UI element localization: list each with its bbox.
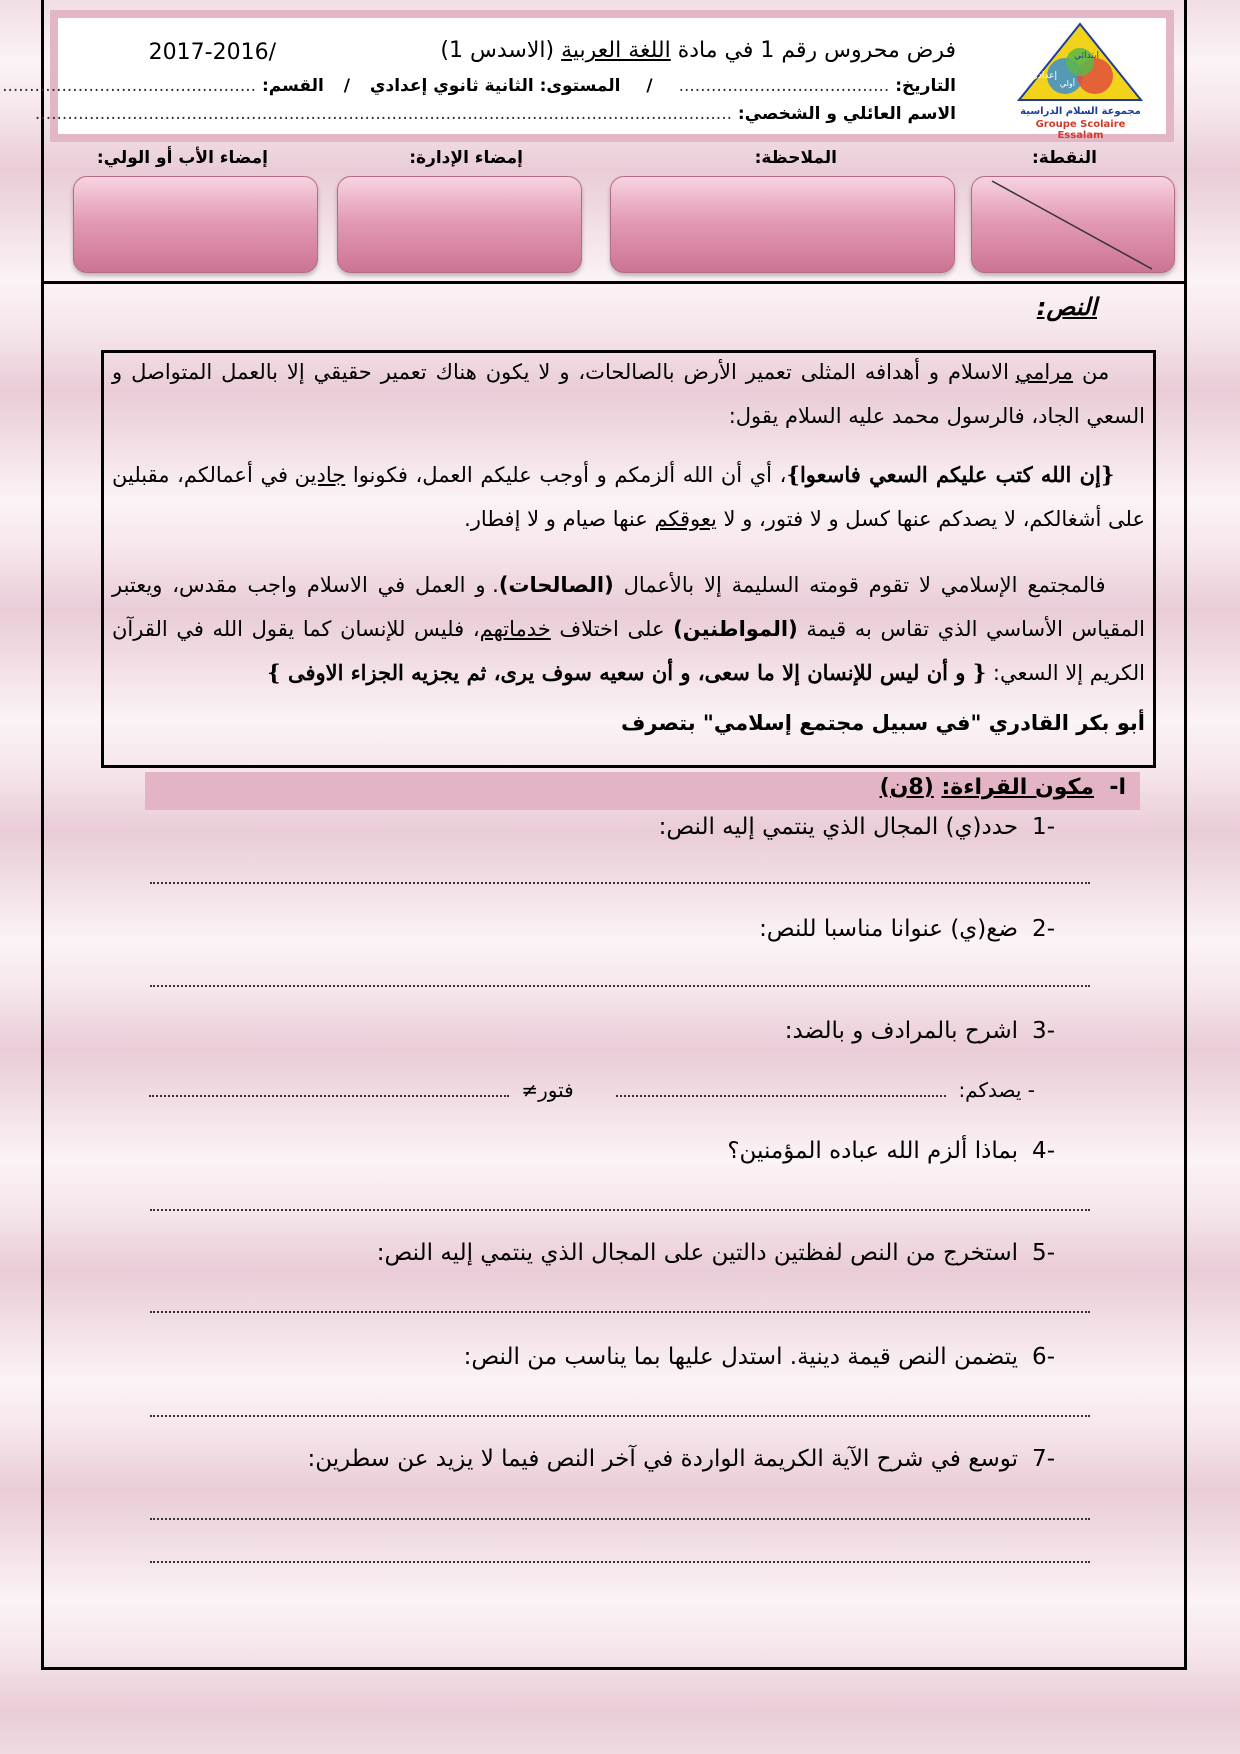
level-label: المستوى: الثانية ثانوي إعدادي [369,76,621,96]
question-2 [759,916,1055,942]
section-field[interactable]: ............................................... [2,76,257,96]
question-5 [377,1240,1055,1266]
text-box [101,350,1156,768]
p3-part-c: على اختلاف [550,617,674,641]
logo-caption: مجموعة السلام الدراسية [1020,106,1141,117]
admin-signature-label: إمضاء الإدارة: [409,148,523,168]
info-line [2,76,956,96]
question-number: -7 [1032,1446,1055,1472]
answer-line-7b[interactable] [150,1561,1090,1563]
separator: / [646,76,653,96]
reading-title [880,775,1126,800]
paragraph-1 [112,350,1145,438]
synonym-label: - يصدكم: [958,1078,1035,1102]
header-separator [41,281,1187,284]
question-text: حدد(ي) المجال الذي ينتمي إليه النص: [658,814,1019,840]
name-line [35,104,956,124]
remark-box[interactable] [610,176,955,273]
synonym-field[interactable] [616,1095,946,1097]
exam-title-text: فرض محروس رقم 1 في مادة [677,38,956,63]
text-section-title: النص: [1036,293,1097,321]
admin-signature-box[interactable] [337,176,582,273]
parent-signature-box[interactable] [73,176,318,273]
question-number: -4 [1032,1138,1055,1164]
question-number: -2 [1032,916,1055,942]
question-number: -3 [1032,1018,1055,1044]
question-4 [727,1138,1055,1164]
grade-label: النقطة: [1031,148,1097,168]
header-inner [2,18,1166,141]
answer-line-2[interactable] [150,985,1090,987]
grade-box[interactable] [971,176,1175,273]
parent-signature-label: إمضاء الأب أو الولي: [96,148,268,168]
question-number: -6 [1032,1344,1055,1370]
answer-line-4[interactable] [150,1209,1090,1211]
question-7 [307,1446,1055,1472]
school-year: 2017-2016/ [148,40,276,65]
reading-numeral: ا- [1109,775,1126,800]
paragraph-3 [112,563,1145,695]
p1-rest: الاسلام و أهدافه المثلى تعمير الأرض بالصالحات، و لا يكون هناك تعمير حقيقي إلا بالعمل المتواصل و السعي الجاد، فالرسول محمد عليه السلام يقول: [112,360,1145,428]
p3-bold-1: (الصالحات) [498,573,614,597]
question-text: ضع(ي) عنوانا مناسبا للنص: [759,916,1019,942]
p3-part-d: ، فليس للإنسان كما يقول الله في القرآن الكريم إلا السعي: [112,617,1145,685]
p3-part-a: فالمجتمع الإسلامي لا تقوم قومته السليمة إلا بالأعمال [613,573,1106,597]
question-text: يتضمن النص قيمة دينية. استدل عليها بما يناسب من النص: [463,1344,1019,1370]
logo-badge-middle: إعدادي [1030,71,1057,81]
question-3 [785,1018,1055,1044]
p2-part-b: في أعمالكم، مقبلين على أشغالكم، لا يصدكم عنها كسل و لا فتور، و لا [112,463,1145,531]
grade-divider-icon [972,177,1174,272]
p1-start: من [1073,360,1110,384]
p2-underlined-2: يعوقكم [654,507,717,531]
subject-name: اللغة العربية [561,38,671,63]
reading-points: (8ن) [879,775,934,800]
paragraph-2 [112,453,1145,541]
question-number: -1 [1032,814,1055,840]
date-label: التاريخ: [895,76,956,96]
p3-underlined: خدماتهم [479,617,551,641]
question-text: استخرج من النص لفظتين دالتين على المجال الذي ينتمي إليه النص: [376,1240,1019,1266]
p3-part-b: . و العمل في الاسلام واجب مقدس، ويعتبر المقياس الأساسي الذي تقاس به قيمة [112,573,1145,641]
synonym-antonym-row [160,1078,1035,1108]
question-text: بماذا ألزم الله عباده المؤمنين؟ [727,1138,1019,1164]
section-label: القسم: [261,76,324,96]
school-logo [1013,22,1148,141]
separator: / [343,76,350,96]
semester-label: (الاسدس 1) [440,38,555,63]
exam-title [440,38,956,63]
date-field[interactable]: ....................................... [678,76,890,96]
name-label: الاسم العائلي و الشخصي: [737,104,956,124]
p2-part-c: عنها صيام و لا إفطار. [464,507,655,531]
logo-badge-preschool: أولي [1059,79,1075,88]
remark-label: الملاحظة: [754,148,837,168]
logo-caption-latin: Groupe Scolaire Essalam [1035,119,1126,141]
p3-bold-2: (المواطنين) [673,617,798,641]
answer-line-5[interactable] [150,1311,1090,1313]
question-text: توسع في شرح الآية الكريمة الواردة في آخر النص فيما لا يزيد عن سطرين: [307,1446,1019,1472]
reading-section-header [145,772,1140,810]
p2-underlined-1: جادين [294,463,346,487]
question-1 [659,814,1055,840]
name-field[interactable]: ................................................................................................................................. [34,104,732,124]
answer-line-7a[interactable] [150,1518,1090,1520]
question-6 [464,1344,1055,1370]
p1-underlined: مرامي [1015,360,1074,384]
antonym-field[interactable] [149,1095,509,1097]
logo-triangle-icon [1013,22,1148,104]
answer-line-6[interactable] [150,1415,1090,1417]
answer-line-1[interactable] [150,882,1090,884]
reading-title-text: مكون القراءة: [941,775,1094,800]
question-text: اشرح بالمرادف و بالضد: [784,1018,1019,1044]
exam-header [2,10,1174,142]
antonym-label: فتور≠ [521,1078,574,1102]
logo-badge-primary: ابتدائي [1074,51,1099,61]
quran-quote: { و أن ليس للإنسان إلا ما سعى، و أن سعيه سوف يرى، ثم يجزيه الجزاء الاوفى } [267,660,987,685]
question-number: -5 [1032,1240,1055,1266]
text-source: أبو بكر القادري "في سبيل مجتمع إسلامي" بتصرف [621,711,1145,735]
p2-part-a: ، أي أن الله ألزمكم و أوجب عليكم العمل، فكونوا [345,463,787,487]
hadith-quote: {إن الله كتب عليكم السعي فاسعوا} [786,462,1115,487]
